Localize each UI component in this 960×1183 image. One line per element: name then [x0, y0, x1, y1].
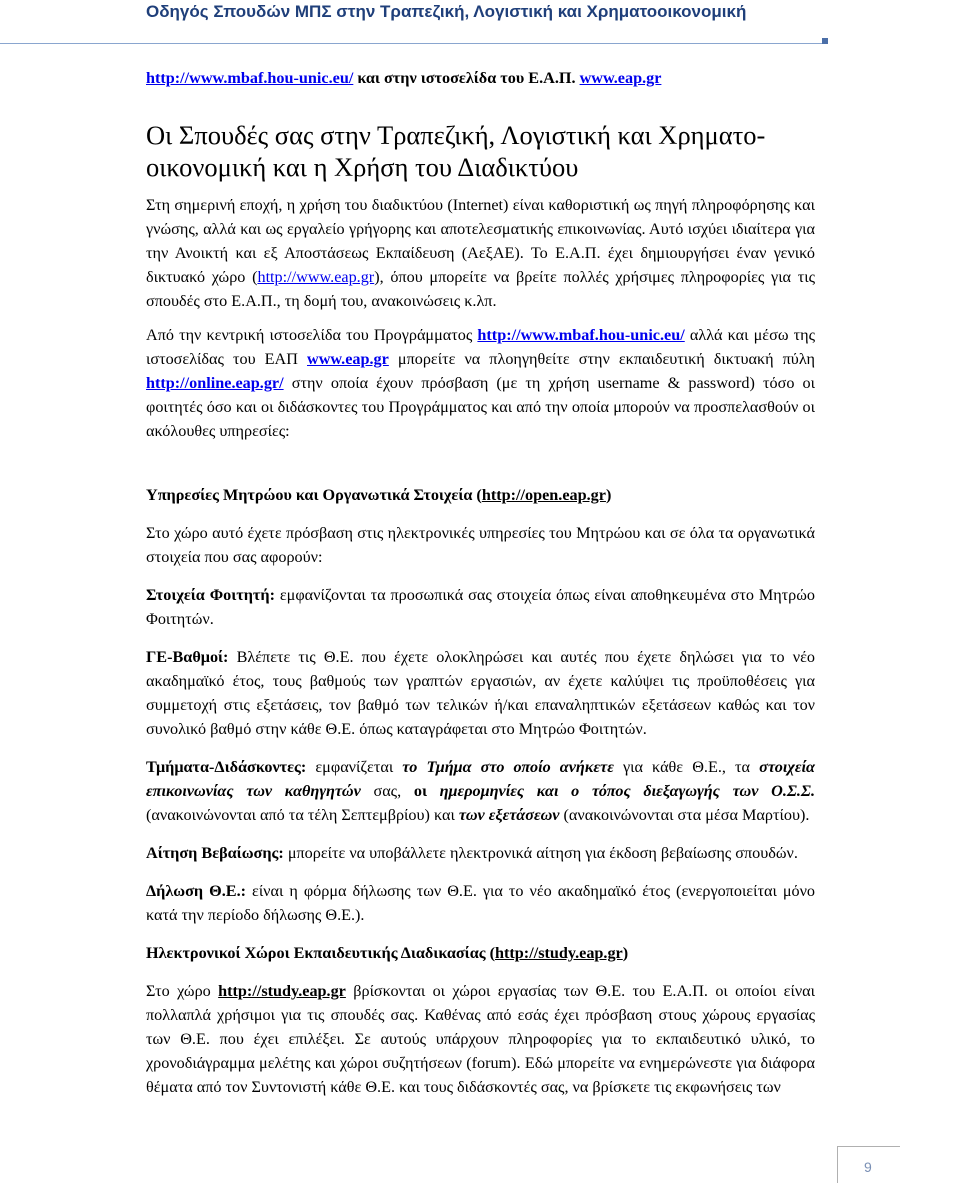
open-eap-link[interactable]: http://open.eap.gr: [481, 486, 606, 504]
item4-label: Αίτηση Βεβαίωσης:: [146, 844, 284, 862]
item3-t2: για κάθε Θ.Ε., τα: [613, 758, 760, 776]
item3-t4: [427, 782, 440, 800]
item-student-info: [146, 583, 815, 631]
mbaf-program-link[interactable]: http://www.mbaf.hou-unic.eu/: [477, 326, 685, 344]
registry-heading: [146, 483, 815, 507]
header-divider: [0, 43, 822, 44]
item3-b1: οι: [413, 782, 427, 800]
item4-text: μπορείτε να υποβάλλετε ηλεκτρονικά αίτηση για έκδοση βεβαίωσης σπουδών.: [283, 844, 798, 862]
item3-t6: (ανακοινώνονται στα μέσα Μαρτίου).: [559, 806, 810, 824]
p2-t1: Από την κεντρική ιστοσελίδα του Προγράμματος: [146, 326, 478, 344]
item2-label: ΓΕ-Βαθμοί:: [146, 648, 229, 666]
item-classes-tutors: [146, 755, 815, 827]
p2-t4: στην οποία έχουν πρόσβαση (με τη χρήση username & password) τόσο οι φοιτητές όσο και οι διδάσκοντες του Προγράμματος και από την οποία μπορούν να προσπελασθούν οι ακόλουθες υπηρεσίες:: [146, 374, 815, 440]
eap-link[interactable]: www.eap.gr: [579, 69, 662, 87]
p1-text-end: ), όπου μπορείτε να βρείτε πολλές χρήσιμες πληροφορίες για τις σπουδές στο Ε.Α.Π., τη δομή του, ανακοινώσεις κ.λπ.: [146, 268, 815, 310]
item2-text: Βλέπετε τις Θ.Ε. που έχετε ολοκληρώσει και αυτές που έχετε δηλώσει για το νέο ακαδημαϊκό έτος, τους βαθμούς των γραπτών εργασιών, αν έχετε καλύψει τις προϋποθέσεις για συμμετοχή στις εξετάσεις, τον βαθμό των τελικών ή/και επαναληπτικών εξετάσεων καθώς και τον συνολικό βαθμό στην κάθε Θ.Ε. όπως καταγράφεται στο Μητρώο Φοιτητών.: [146, 648, 815, 738]
study-t1: Στο χώρο: [146, 982, 219, 1000]
study-heading: [146, 941, 815, 965]
intro-line: [146, 66, 815, 90]
item3-e2: στοιχεία επικοινωνίας των καθηγητών: [146, 758, 815, 800]
study-heading-end: ): [622, 944, 629, 962]
item5-text: είναι η φόρμα δήλωσης των Θ.Ε. για το νέο ακαδημαϊκό έτος (ενεργοποιείται μόνο κατά την περίοδο δήλωσης Θ.Ε.).: [146, 882, 815, 924]
item1-text: εμφανίζονται τα προσωπικά σας στοιχεία όπως είναι αποθηκευμένα στο Μητρώο Φοιτητών.: [146, 586, 816, 628]
p2-t3: μπορείτε να πλοηγηθείτε στην εκπαιδευτική δικτυακή πύλη: [388, 350, 815, 368]
eap-site-link[interactable]: www.eap.gr: [307, 350, 389, 368]
running-header: Οδηγός Σπουδών ΜΠΣ στην Τραπεζική, Λογιστική και Χρηματοοικονομική: [146, 2, 747, 21]
online-eap-link[interactable]: http://online.eap.gr/: [146, 374, 284, 392]
registry-heading-text: Υπηρεσίες Μητρώου και Οργανωτικά Στοιχεία (: [146, 486, 482, 504]
p1-text: Στη σημερινή εποχή, η χρήση του διαδικτύου (Internet) είναι καθοριστική ως πηγή πληροφόρησης και γνώσης, αλλά και ως εργαλείο γρήγορης και αποτελεσματικής επικοινωνίας. Αυτό ισχύει ιδιαίτερα για την Ανοικτή και εξ Αποστάσεως Εκπαίδευση (ΑεξΑΕ). Το Ε.Α.Π. έχει δημιουργήσει έναν γενικό δικτυακό χώρο (: [146, 196, 815, 286]
item-certificate: [146, 841, 815, 865]
page-content: [146, 66, 815, 1099]
item-course-declaration: [146, 879, 815, 927]
item-grades: [146, 645, 815, 741]
item3-label: Τμήματα-Διδάσκοντες:: [146, 758, 307, 776]
intro-text: και στην ιστοσελίδα του Ε.Α.Π.: [353, 69, 580, 87]
item3-t1: εμφανίζεται: [306, 758, 403, 776]
item3-e3: ημερομηνίες και ο τόπος διεξαγωγής των Ο.Σ.Σ.: [439, 782, 816, 800]
registry-heading-end: ): [605, 486, 612, 504]
study-heading-text: Ηλεκτρονικοί Χώροι Εκπαιδευτικής Διαδικασίας (: [146, 944, 496, 962]
item3-e4: των εξετάσεων: [458, 806, 560, 824]
registry-intro: Στο χώρο αυτό έχετε πρόσβαση στις ηλεκτρονικές υπηρεσίες του Μητρώου και σε όλα τα οργανωτικά στοιχεία που σας αφορούν:: [146, 524, 815, 566]
paragraph-internet: [146, 193, 815, 313]
item3-t5: (ανακοινώνονται από τα τέλη Σεπτεμβρίου) και: [146, 806, 459, 824]
item3-t3: σας,: [360, 782, 414, 800]
item1-label: Στοιχεία Φοιτητή:: [146, 586, 275, 604]
page-number: 9: [864, 1159, 872, 1175]
study-eap-link[interactable]: http://study.eap.gr: [218, 982, 346, 1000]
item3-e1: το Τμήμα στο οποίο ανήκετε: [402, 758, 614, 776]
header-divider-mark: [822, 38, 828, 44]
study-paragraph: [146, 979, 815, 1099]
study-eap-heading-link[interactable]: http://study.eap.gr: [495, 944, 623, 962]
study-t2: βρίσκονται οι χώροι εργασίας των Θ.Ε. του Ε.Α.Π. οι οποίοι είναι πολλαπλά χρήσιμοι για τις σπουδές σας. Καθένας από εσάς έχει πρόσβαση στους χώρους εργασίας των Θ.Ε. που έχει επιλέξει. Σε αυτούς υπάρχουν πληροφορίες για το εκπαιδευτικό υλικό, το χρονοδιάγραμμα μελέτης και χώροι συζητήσεων (forum). Εδώ μπορείτε να ενημερώνεστε για διάφορα θέματα από τον Συντονιστή κάθε Θ.Ε. και τους διδάσκοντές σας, να βρίσκετε τις εκφωνήσεις των: [146, 982, 815, 1096]
item5-label: Δήλωση Θ.Ε.:: [146, 882, 247, 900]
p2-t2: αλλά και μέσω της ιστοσελίδας του ΕΑΠ: [146, 326, 815, 368]
section-title: Οι Σπουδές σας στην Τραπεζική, Λογιστική και Χρηματο-οικονομική και η Χρήση του Διαδικτύου: [146, 120, 766, 182]
eap-full-link[interactable]: http://www.eap.gr: [257, 268, 375, 286]
mbaf-link[interactable]: http://www.mbaf.hou-unic.eu/: [146, 69, 354, 87]
paragraph-portal: [146, 323, 815, 443]
